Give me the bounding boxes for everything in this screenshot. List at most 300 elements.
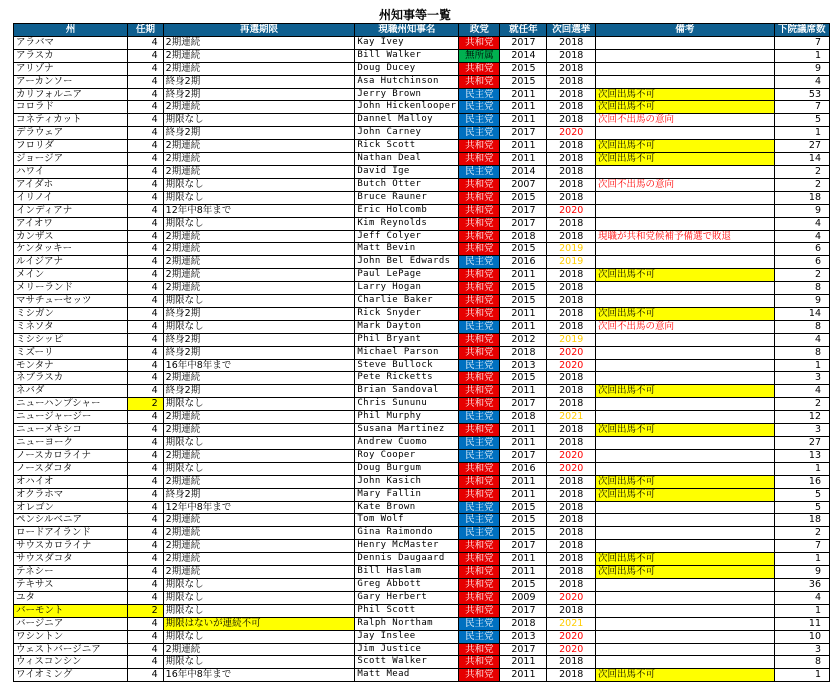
year-cell: 2015 <box>500 75 547 88</box>
governor-cell: Bruce Rauner <box>355 191 459 204</box>
seats-cell: 18 <box>774 514 829 527</box>
term-cell: 4 <box>128 669 163 682</box>
year-cell: 2011 <box>500 669 547 682</box>
state-cell: ジョージア <box>14 153 128 166</box>
year-cell: 2011 <box>500 475 547 488</box>
next-election-cell: 2018 <box>547 101 596 114</box>
reelection-limit-cell: 2期連続 <box>163 49 355 62</box>
note-cell <box>596 643 775 656</box>
header-reelection-limit: 再選期限 <box>163 24 355 37</box>
note-cell: 次回出馬不可 <box>596 424 775 437</box>
table-row <box>14 385 830 398</box>
party-cell: 共和党 <box>459 307 500 320</box>
next-election-cell: 2018 <box>547 540 596 553</box>
year-cell: 2011 <box>500 656 547 669</box>
party-cell: 民主党 <box>459 320 500 333</box>
term-cell: 4 <box>128 307 163 320</box>
next-election-cell: 2018 <box>547 669 596 682</box>
state-cell: サウスカロライナ <box>14 540 128 553</box>
state-cell: テネシー <box>14 566 128 579</box>
term-cell: 4 <box>128 295 163 308</box>
next-election-cell: 2019 <box>547 333 596 346</box>
term-cell: 4 <box>128 656 163 669</box>
year-cell: 2015 <box>500 514 547 527</box>
table-row <box>14 153 830 166</box>
state-cell: ワイオミング <box>14 669 128 682</box>
state-cell: バーモント <box>14 604 128 617</box>
governor-cell: Dannel Malloy <box>355 114 459 127</box>
state-cell: ロードアイランド <box>14 527 128 540</box>
year-cell: 2017 <box>500 643 547 656</box>
governor-cell: Pete Ricketts <box>355 372 459 385</box>
governor-cell: Rick Snyder <box>355 307 459 320</box>
governor-cell: Matt Bevin <box>355 243 459 256</box>
term-cell: 4 <box>128 165 163 178</box>
seats-cell: 6 <box>774 243 829 256</box>
state-cell: ノースカロライナ <box>14 449 128 462</box>
governor-cell: Gary Herbert <box>355 591 459 604</box>
year-cell: 2011 <box>500 385 547 398</box>
term-cell: 4 <box>128 527 163 540</box>
governor-cell: Bill Walker <box>355 49 459 62</box>
state-cell: カンザス <box>14 230 128 243</box>
term-cell: 4 <box>128 617 163 630</box>
party-cell: 共和党 <box>459 604 500 617</box>
year-cell: 2011 <box>500 114 547 127</box>
seats-cell: 14 <box>774 153 829 166</box>
note-cell <box>596 514 775 527</box>
note-cell: 次回出馬不可 <box>596 101 775 114</box>
next-election-cell: 2018 <box>547 114 596 127</box>
governor-cell: Greg Abbott <box>355 578 459 591</box>
seats-cell: 3 <box>774 424 829 437</box>
note-cell <box>596 437 775 450</box>
reelection-limit-cell: 16年中8年まで <box>163 359 355 372</box>
seats-cell: 2 <box>774 398 829 411</box>
governor-cell: Kate Brown <box>355 501 459 514</box>
year-cell: 2011 <box>500 488 547 501</box>
state-cell: オハイオ <box>14 475 128 488</box>
year-cell: 2018 <box>500 617 547 630</box>
governor-cell: Mary Fallin <box>355 488 459 501</box>
term-cell: 4 <box>128 153 163 166</box>
seats-cell: 36 <box>774 578 829 591</box>
next-election-cell: 2018 <box>547 230 596 243</box>
governor-cell: Paul LePage <box>355 269 459 282</box>
year-cell: 2017 <box>500 449 547 462</box>
state-cell: テキサス <box>14 578 128 591</box>
governor-cell: John Bel Edwards <box>355 256 459 269</box>
seats-cell: 6 <box>774 256 829 269</box>
reelection-limit-cell: 期限なし <box>163 217 355 230</box>
state-cell: バージニア <box>14 617 128 630</box>
term-cell: 4 <box>128 204 163 217</box>
note-cell: 次回出馬不可 <box>596 385 775 398</box>
governor-cell: Bill Haslam <box>355 566 459 579</box>
governor-cell: Roy Cooper <box>355 449 459 462</box>
governor-cell: Kim Reynolds <box>355 217 459 230</box>
reelection-limit-cell: 12年中8年まで <box>163 204 355 217</box>
seats-cell: 8 <box>774 320 829 333</box>
note-cell: 次回出馬不可 <box>596 566 775 579</box>
next-election-cell: 2020 <box>547 630 596 643</box>
next-election-cell: 2018 <box>547 295 596 308</box>
state-cell: ルイジアナ <box>14 256 128 269</box>
table-row <box>14 88 830 101</box>
table-row <box>14 514 830 527</box>
seats-cell: 3 <box>774 643 829 656</box>
note-cell <box>596 591 775 604</box>
table-row <box>14 101 830 114</box>
party-cell: 民主党 <box>459 256 500 269</box>
year-cell: 2011 <box>500 553 547 566</box>
state-cell: ユタ <box>14 591 128 604</box>
party-cell: 民主党 <box>459 449 500 462</box>
term-cell: 4 <box>128 411 163 424</box>
party-cell: 共和党 <box>459 669 500 682</box>
governor-cell: Phil Scott <box>355 604 459 617</box>
term-cell: 4 <box>128 114 163 127</box>
term-cell: 4 <box>128 49 163 62</box>
table-row <box>14 127 830 140</box>
reelection-limit-cell: 終身2期 <box>163 127 355 140</box>
party-cell: 共和党 <box>459 36 500 49</box>
term-cell: 2 <box>128 604 163 617</box>
governor-cell: Jay Inslee <box>355 630 459 643</box>
table-row <box>14 488 830 501</box>
seats-cell: 5 <box>774 114 829 127</box>
governors-table <box>13 23 830 682</box>
party-cell: 共和党 <box>459 178 500 191</box>
state-cell: ネブラスカ <box>14 372 128 385</box>
next-election-cell: 2020 <box>547 346 596 359</box>
next-election-cell: 2018 <box>547 527 596 540</box>
note-cell <box>596 333 775 346</box>
header-party: 政党 <box>459 24 500 37</box>
table-row <box>14 578 830 591</box>
governor-cell: Jeff Colyer <box>355 230 459 243</box>
governor-cell: Asa Hutchinson <box>355 75 459 88</box>
note-cell <box>596 62 775 75</box>
year-cell: 2007 <box>500 178 547 191</box>
party-cell: 民主党 <box>459 411 500 424</box>
reelection-limit-cell: 期限なし <box>163 437 355 450</box>
reelection-limit-cell: 2期連続 <box>163 153 355 166</box>
header-row <box>14 24 830 37</box>
table-row <box>14 475 830 488</box>
year-cell: 2017 <box>500 398 547 411</box>
reelection-limit-cell: 2期連続 <box>163 101 355 114</box>
reelection-limit-cell: 期限なし <box>163 462 355 475</box>
note-cell: 次回出馬不可 <box>596 669 775 682</box>
term-cell: 4 <box>128 385 163 398</box>
next-election-cell: 2018 <box>547 656 596 669</box>
year-cell: 2017 <box>500 217 547 230</box>
party-cell: 共和党 <box>459 462 500 475</box>
term-cell: 4 <box>128 578 163 591</box>
header-year: 就任年 <box>500 24 547 37</box>
governor-cell: Jerry Brown <box>355 88 459 101</box>
table-row <box>14 437 830 450</box>
next-election-cell: 2018 <box>547 385 596 398</box>
note-cell <box>596 604 775 617</box>
note-cell: 次回出馬不可 <box>596 153 775 166</box>
table-row <box>14 346 830 359</box>
reelection-limit-cell: 期限なし <box>163 591 355 604</box>
seats-cell: 9 <box>774 295 829 308</box>
seats-cell: 2 <box>774 178 829 191</box>
year-cell: 2011 <box>500 566 547 579</box>
year-cell: 2015 <box>500 295 547 308</box>
year-cell: 2011 <box>500 424 547 437</box>
term-cell: 4 <box>128 643 163 656</box>
governor-cell: Jim Justice <box>355 643 459 656</box>
reelection-limit-cell: 2期連続 <box>163 411 355 424</box>
term-cell: 4 <box>128 269 163 282</box>
note-cell <box>596 501 775 514</box>
year-cell: 2011 <box>500 269 547 282</box>
party-cell: 共和党 <box>459 191 500 204</box>
note-cell <box>596 630 775 643</box>
term-cell: 4 <box>128 346 163 359</box>
note-cell: 次回出馬不可 <box>596 553 775 566</box>
year-cell: 2012 <box>500 333 547 346</box>
table-body <box>14 36 830 681</box>
table-row <box>14 204 830 217</box>
year-cell: 2011 <box>500 153 547 166</box>
seats-cell: 5 <box>774 488 829 501</box>
party-cell: 民主党 <box>459 359 500 372</box>
seats-cell: 4 <box>774 385 829 398</box>
party-cell: 共和党 <box>459 424 500 437</box>
next-election-cell: 2018 <box>547 372 596 385</box>
state-cell: ミズーリ <box>14 346 128 359</box>
page-title: 州知事等一覧 <box>378 8 451 22</box>
table-row <box>14 165 830 178</box>
seats-cell: 18 <box>774 191 829 204</box>
note-cell <box>596 49 775 62</box>
reelection-limit-cell: 終身2期 <box>163 88 355 101</box>
governor-cell: Chris Sununu <box>355 398 459 411</box>
state-cell: アーカンソー <box>14 75 128 88</box>
governor-cell: John Hickenlooper <box>355 101 459 114</box>
governor-cell: Michael Parson <box>355 346 459 359</box>
party-cell: 共和党 <box>459 540 500 553</box>
note-cell <box>596 346 775 359</box>
table-row <box>14 295 830 308</box>
reelection-limit-cell: 2期連続 <box>163 553 355 566</box>
note-cell <box>596 398 775 411</box>
year-cell: 2015 <box>500 372 547 385</box>
table-row <box>14 462 830 475</box>
header-seats: 下院議席数 <box>774 24 829 37</box>
party-cell: 民主党 <box>459 630 500 643</box>
year-cell: 2011 <box>500 101 547 114</box>
reelection-limit-cell: 期限なし <box>163 578 355 591</box>
table-row <box>14 333 830 346</box>
next-election-cell: 2018 <box>547 514 596 527</box>
note-cell <box>596 359 775 372</box>
party-cell: 共和党 <box>459 243 500 256</box>
reelection-limit-cell: 期限なし <box>163 295 355 308</box>
state-cell: ノースダコタ <box>14 462 128 475</box>
note-cell: 次回出馬不可 <box>596 307 775 320</box>
table-row <box>14 140 830 153</box>
year-cell: 2011 <box>500 88 547 101</box>
reelection-limit-cell: 2期連続 <box>163 527 355 540</box>
state-cell: メリーランド <box>14 282 128 295</box>
year-cell: 2015 <box>500 578 547 591</box>
governor-cell: Brian Sandoval <box>355 385 459 398</box>
reelection-limit-cell: 期限なし <box>163 114 355 127</box>
party-cell: 共和党 <box>459 372 500 385</box>
term-cell: 4 <box>128 36 163 49</box>
next-election-cell: 2018 <box>547 153 596 166</box>
note-cell <box>596 411 775 424</box>
term-cell: 4 <box>128 372 163 385</box>
seats-cell: 4 <box>774 75 829 88</box>
next-election-cell: 2018 <box>547 88 596 101</box>
term-cell: 4 <box>128 140 163 153</box>
term-cell: 4 <box>128 462 163 475</box>
seats-cell: 4 <box>774 333 829 346</box>
next-election-cell: 2020 <box>547 643 596 656</box>
seats-cell: 1 <box>774 49 829 62</box>
next-election-cell: 2018 <box>547 75 596 88</box>
party-cell: 民主党 <box>459 127 500 140</box>
year-cell: 2018 <box>500 346 547 359</box>
state-cell: アラスカ <box>14 49 128 62</box>
note-cell <box>596 165 775 178</box>
table-row <box>14 282 830 295</box>
reelection-limit-cell: 終身2期 <box>163 307 355 320</box>
table-row <box>14 49 830 62</box>
party-cell: 共和党 <box>459 75 500 88</box>
seats-cell: 7 <box>774 36 829 49</box>
reelection-limit-cell: 期限はないが連続不可 <box>163 617 355 630</box>
term-cell: 4 <box>128 437 163 450</box>
party-cell: 共和党 <box>459 385 500 398</box>
table-row <box>14 230 830 243</box>
term-cell: 4 <box>128 449 163 462</box>
state-cell: モンタナ <box>14 359 128 372</box>
reelection-limit-cell: 2期連続 <box>163 540 355 553</box>
header-state: 州 <box>14 24 128 37</box>
term-cell: 4 <box>128 282 163 295</box>
next-election-cell: 2020 <box>547 127 596 140</box>
table-row <box>14 669 830 682</box>
seats-cell: 1 <box>774 359 829 372</box>
state-cell: アイダホ <box>14 178 128 191</box>
note-cell <box>596 243 775 256</box>
year-cell: 2017 <box>500 540 547 553</box>
term-cell: 4 <box>128 514 163 527</box>
table-row <box>14 178 830 191</box>
table-row <box>14 656 830 669</box>
party-cell: 共和党 <box>459 217 500 230</box>
governor-cell: Doug Burgum <box>355 462 459 475</box>
reelection-limit-cell: 2期連続 <box>163 449 355 462</box>
note-cell: 次回出馬不可 <box>596 475 775 488</box>
party-cell: 共和党 <box>459 656 500 669</box>
table-row <box>14 449 830 462</box>
year-cell: 2011 <box>500 140 547 153</box>
governor-cell: Doug Ducey <box>355 62 459 75</box>
reelection-limit-cell: 12年中8年まで <box>163 501 355 514</box>
note-cell: 次回不出馬の意向 <box>596 178 775 191</box>
year-cell: 2017 <box>500 36 547 49</box>
note-cell <box>596 527 775 540</box>
seats-cell: 5 <box>774 501 829 514</box>
party-cell: 民主党 <box>459 114 500 127</box>
term-cell: 4 <box>128 178 163 191</box>
table-row <box>14 320 830 333</box>
state-cell: ワシントン <box>14 630 128 643</box>
seats-cell: 9 <box>774 566 829 579</box>
reelection-limit-cell: 期限なし <box>163 656 355 669</box>
table-row <box>14 36 830 49</box>
seats-cell: 1 <box>774 669 829 682</box>
state-cell: フロリダ <box>14 140 128 153</box>
year-cell: 2015 <box>500 527 547 540</box>
party-cell: 共和党 <box>459 333 500 346</box>
year-cell: 2015 <box>500 243 547 256</box>
party-cell: 民主党 <box>459 501 500 514</box>
party-cell: 無所属 <box>459 49 500 62</box>
governor-cell: Gina Raimondo <box>355 527 459 540</box>
reelection-limit-cell: 2期連続 <box>163 165 355 178</box>
seats-cell: 4 <box>774 591 829 604</box>
year-cell: 2014 <box>500 165 547 178</box>
reelection-limit-cell: 期限なし <box>163 178 355 191</box>
note-cell: 次回出馬不可 <box>596 140 775 153</box>
state-cell: マサチューセッツ <box>14 295 128 308</box>
next-election-cell: 2018 <box>547 475 596 488</box>
next-election-cell: 2021 <box>547 411 596 424</box>
header-term: 任期 <box>128 24 163 37</box>
seats-cell: 27 <box>774 140 829 153</box>
party-cell: 共和党 <box>459 230 500 243</box>
state-cell: アイオワ <box>14 217 128 230</box>
next-election-cell: 2018 <box>547 566 596 579</box>
next-election-cell: 2018 <box>547 424 596 437</box>
table-row <box>14 566 830 579</box>
note-cell: 次回出馬不可 <box>596 269 775 282</box>
table-row <box>14 243 830 256</box>
table-row <box>14 424 830 437</box>
reelection-limit-cell: 期限なし <box>163 320 355 333</box>
next-election-cell: 2018 <box>547 488 596 501</box>
term-cell: 4 <box>128 359 163 372</box>
seats-cell: 13 <box>774 449 829 462</box>
year-cell: 2018 <box>500 411 547 424</box>
next-election-cell: 2018 <box>547 282 596 295</box>
next-election-cell: 2019 <box>547 256 596 269</box>
party-cell: 共和党 <box>459 591 500 604</box>
table-row <box>14 398 830 411</box>
state-cell: コネティカット <box>14 114 128 127</box>
seats-cell: 27 <box>774 437 829 450</box>
reelection-limit-cell: 2期連続 <box>163 62 355 75</box>
state-cell: コロラド <box>14 101 128 114</box>
term-cell: 4 <box>128 501 163 514</box>
table-row <box>14 269 830 282</box>
state-cell: ウィスコンシン <box>14 656 128 669</box>
party-cell: 共和党 <box>459 578 500 591</box>
term-cell: 4 <box>128 256 163 269</box>
note-cell <box>596 204 775 217</box>
next-election-cell: 2021 <box>547 617 596 630</box>
